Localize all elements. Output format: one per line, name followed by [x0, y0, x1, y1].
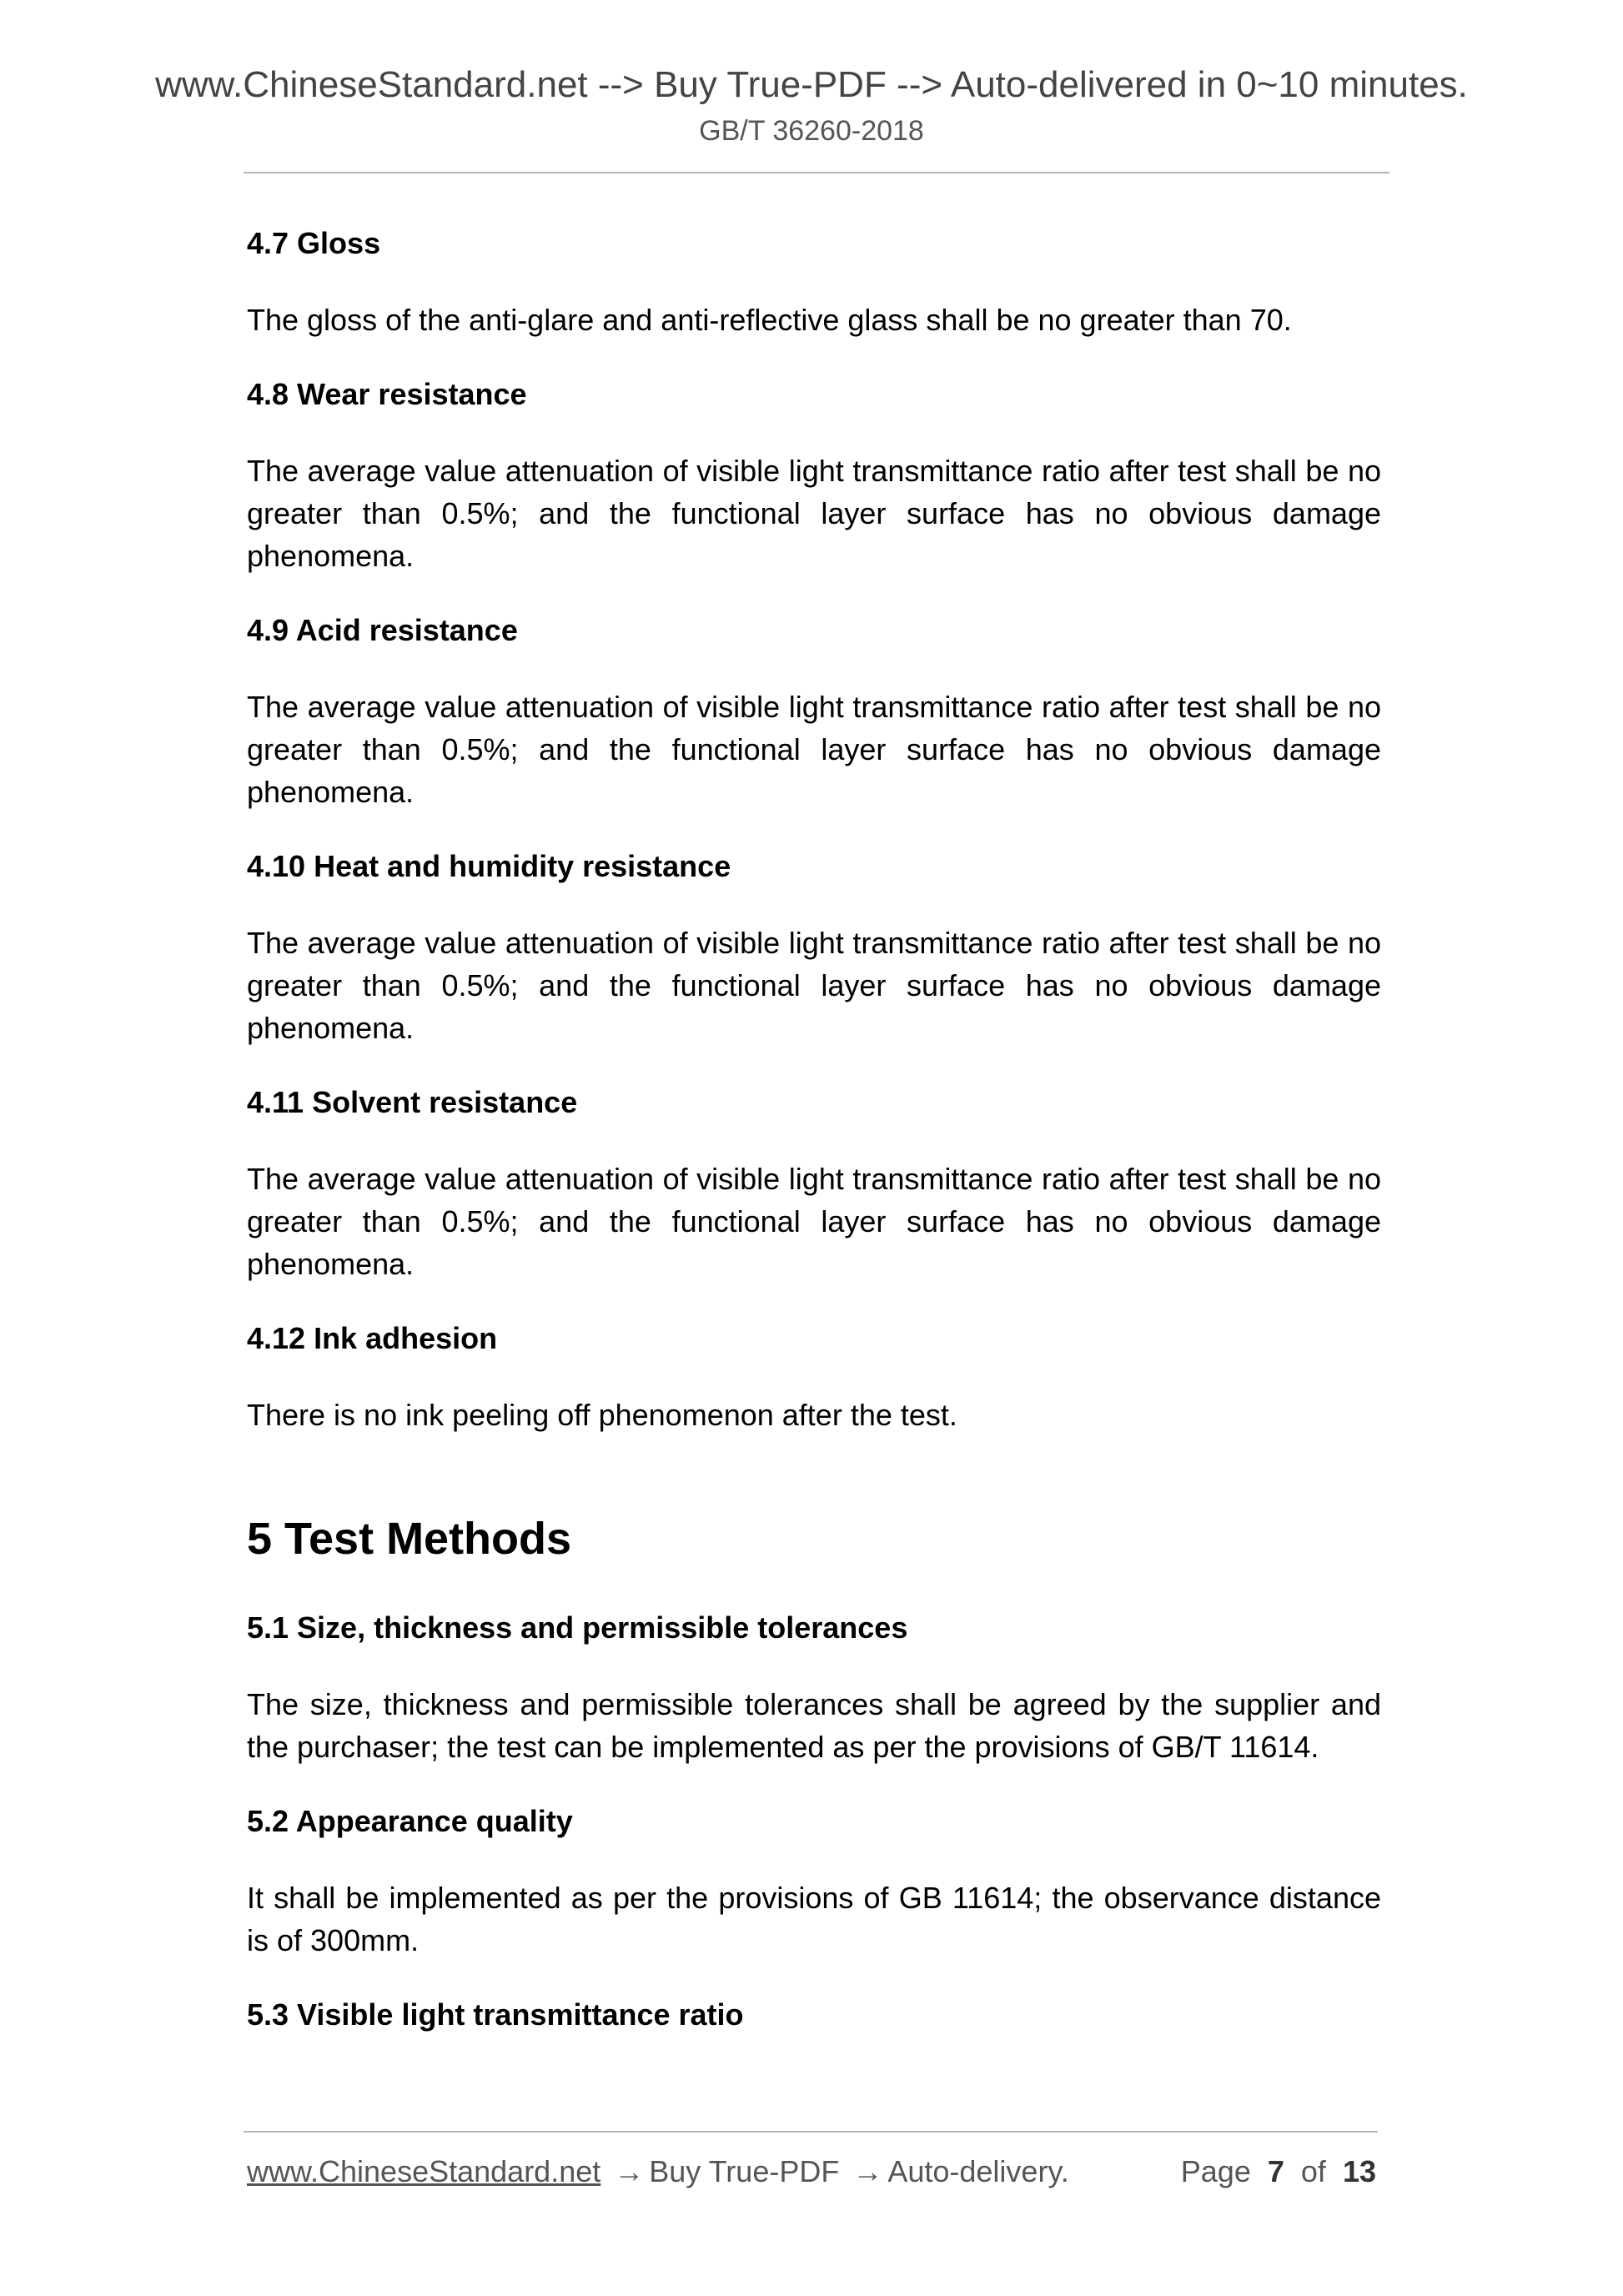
section-4-12	[247, 1319, 1381, 1436]
section-paragraph: There is no ink peeling off phenomenon after the test.	[247, 1398, 957, 1432]
page-footer	[247, 2152, 1381, 2192]
page-indicator	[1181, 2152, 1376, 2192]
document-body	[247, 224, 1381, 2070]
section-paragraph: The gloss of the anti-glare and anti-reflective glass shall be no greater than 70.	[247, 303, 1292, 337]
buy-text: Buy True-PDF	[649, 2154, 840, 2188]
section-heading: 4.11 Solvent resistance	[247, 1085, 578, 1119]
arrow-right-icon: →	[852, 2154, 883, 2188]
section-paragraph: The size, thickness and permissible tolerances shall be agreed by the supplier and the purchaser; the test can be implemented as per the provisions of GB/T 11614.	[247, 1687, 1381, 1764]
section-heading: 4.12 Ink adhesion	[247, 1321, 498, 1355]
header-banner: www.ChineseStandard.net --> Buy True-PDF --> Auto-delivered in 0~10 minutes.	[155, 64, 1468, 105]
footer-left	[247, 2154, 1069, 2188]
section-4-7	[247, 224, 1381, 341]
chapter-heading: 5 Test Methods	[247, 1514, 572, 1564]
section-paragraph: The average value attenuation of visible light transmittance ratio after test shall be no greater than 0.5%; and the functional layer surface has no obvious damage phenomena.	[247, 454, 1381, 573]
document-code: GB/T 36260-2018	[699, 115, 924, 147]
section-4-9	[247, 610, 1381, 813]
section-heading: 4.9 Acid resistance	[247, 613, 518, 647]
section-paragraph: It shall be implemented as per the provisions of GB 11614; the observance distance is of 300mm.	[247, 1881, 1381, 1957]
section-heading: 4.7 Gloss	[247, 226, 381, 260]
section-paragraph: The average value attenuation of visible light transmittance ratio after test shall be no greater than 0.5%; and the functional layer surface has no obvious damage phenomena.	[247, 926, 1381, 1045]
section-heading: 5.2 Appearance quality	[247, 1804, 573, 1838]
page-header	[0, 62, 1623, 150]
total-pages: 13	[1342, 2154, 1376, 2188]
delivery-text: Auto-delivery.	[887, 2154, 1069, 2188]
page-label: Page	[1180, 2154, 1251, 2188]
arrow-right-icon: →	[614, 2154, 645, 2188]
section-paragraph: The average value attenuation of visible light transmittance ratio after test shall be no greater than 0.5%; and the functional layer surface has no obvious damage phenomena.	[247, 690, 1381, 809]
section-4-10	[247, 847, 1381, 1049]
section-heading: 4.10 Heat and humidity resistance	[247, 849, 731, 883]
header-divider	[244, 172, 1389, 173]
section-5-2	[247, 1801, 1381, 1962]
section-5-1	[247, 1608, 1381, 1768]
of-label: of	[1300, 2154, 1326, 2188]
section-paragraph: The average value attenuation of visible light transmittance ratio after test shall be no greater than 0.5%; and the functional layer surface has no obvious damage phenomena.	[247, 1162, 1381, 1281]
page-number: 7	[1267, 2154, 1284, 2188]
section-4-11	[247, 1083, 1381, 1285]
section-heading: 5.1 Size, thickness and permissible tolerances	[247, 1610, 908, 1645]
section-heading: 4.8 Wear resistance	[247, 377, 527, 411]
section-5-3	[247, 1995, 1381, 2035]
section-4-8	[247, 374, 1381, 577]
footer-divider	[244, 2131, 1378, 2133]
site-link[interactable]: www.ChineseStandard.net	[247, 2154, 601, 2188]
section-heading: 5.3 Visible light transmittance ratio	[247, 1997, 744, 2032]
